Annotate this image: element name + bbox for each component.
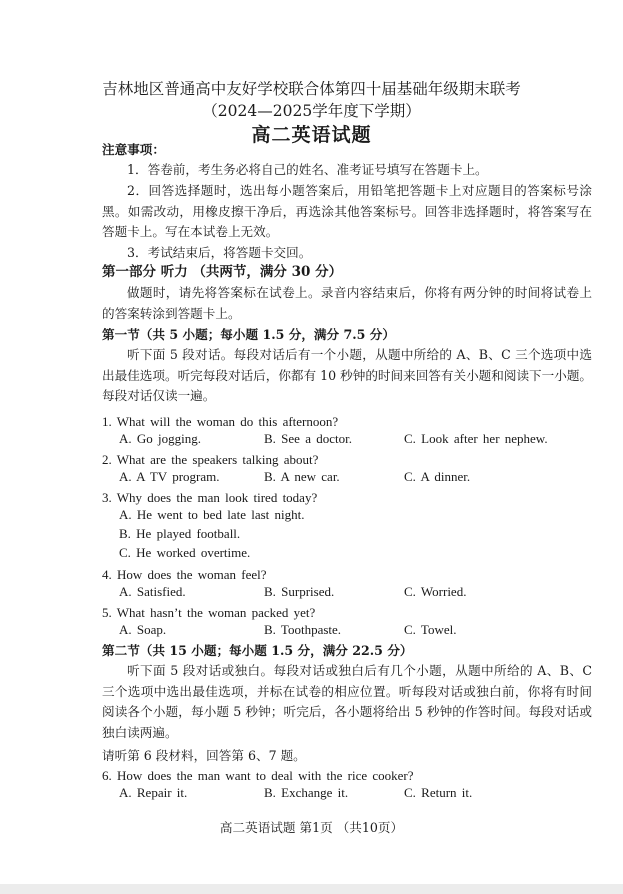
bottom-scroll-bar — [0, 884, 623, 894]
q2-option-a: A. A TV program. — [119, 469, 220, 484]
notice-item-2: 2．回答选择题时，选出每小题答案后，用铅笔把答题卡上对应题目的答案标号涂黑。如需改动，用橡皮擦干净后，再选涂其他答案标号。回答非选择题时，将答案写在答题卡上。写在本试卷上无效。 — [102, 183, 592, 240]
section2-intro: 听下面 5 段对话或独白。每段对话或独白后有几个小题，从题中所给的 A、B、C 三个选项中选出最佳选项，并标在试卷的相应位置。听每段对话或独白前，你将有时间阅读各个小题，每小题 5 秒钟；听完后，各小题将给出 5 秒钟的作答时间。每段对话或独白读两遍。 — [102, 663, 592, 740]
q5-option-a: A. Soap. — [119, 622, 167, 637]
q2-option-c: C. A dinner. — [404, 469, 471, 484]
q6-option-a: A. Repair it. — [119, 785, 188, 800]
q6-option-c: C. Return it. — [404, 785, 473, 800]
page-footer: 高二英语试题 第1页 （共10页） — [219, 820, 404, 835]
exam-title: 吉林地区普通高中友好学校联合体第四十届基础年级期末联考 — [102, 80, 521, 98]
notice-heading: 注意事项： — [102, 142, 165, 157]
q3-option-a: A. He went to bed late last night. — [119, 507, 305, 522]
q4-option-c: C. Worried. — [404, 584, 467, 599]
exam-subject: 高二英语试题 — [251, 124, 372, 146]
question-2: 2. What are the speakers talking about? — [102, 452, 319, 467]
q1-option-a: A. Go jogging. — [119, 431, 201, 446]
q5-option-b: B. Toothpaste. — [264, 622, 342, 637]
q6-option-b: B. Exchange it. — [264, 785, 349, 800]
q5-option-c: C. Towel. — [404, 622, 457, 637]
question-1: 1. What will the woman do this afternoon? — [102, 414, 339, 429]
question-3: 3. Why does the man look tired today? — [102, 490, 318, 505]
question-5: 5. What hasn’t the woman packed yet? — [102, 605, 316, 620]
q4-option-b: B. Surprised. — [264, 584, 335, 599]
q2-option-b: B. A new car. — [264, 469, 340, 484]
q1-option-b: B. See a doctor. — [264, 431, 352, 446]
question-4: 4. How does the woman feel? — [102, 567, 267, 582]
question-6: 6. How does the man want to deal with the rice cooker? — [102, 768, 414, 783]
q3-option-c: C. He worked overtime. — [119, 545, 251, 560]
part1-intro: 做题时，请先将答案标在试卷上。录音内容结束后，你将有两分钟的时间将试卷上的答案转涂到答题卡上。 — [102, 285, 592, 321]
q3-option-b: B. He played football. — [119, 526, 241, 541]
section1-heading: 第一节（共 5 小题；每小题 1.5 分，满分 7.5 分） — [102, 327, 395, 342]
section1-intro: 听下面 5 段对话。每段对话后有一个小题，从题中所给的 A、B、C 三个选项中选出最佳选项。听完每段对话后，你都有 10 秒钟的时间来回答有关小题和阅读下一小题。每段对话仅读一遍。 — [102, 347, 593, 404]
section2-heading: 第二节（共 15 小题；每小题 1.5 分，满分 22.5 分） — [102, 643, 413, 658]
notice-item-3: 3．考试结束后，将答题卡交回。 — [127, 245, 312, 260]
notice-item-1: 1．答卷前，考生务必将自己的姓名、准考证号填写在答题卡上。 — [127, 162, 488, 177]
q1-option-c: C. Look after her nephew. — [404, 431, 548, 446]
exam-term: （2024—2025学年度下学期） — [202, 102, 421, 120]
q4-option-a: A. Satisfied. — [119, 584, 186, 599]
section2-material-note: 请听第 6 段材料，回答第 6、7 题。 — [102, 748, 306, 763]
part1-heading: 第一部分 听力 （共两节，满分 30 分） — [102, 264, 343, 280]
